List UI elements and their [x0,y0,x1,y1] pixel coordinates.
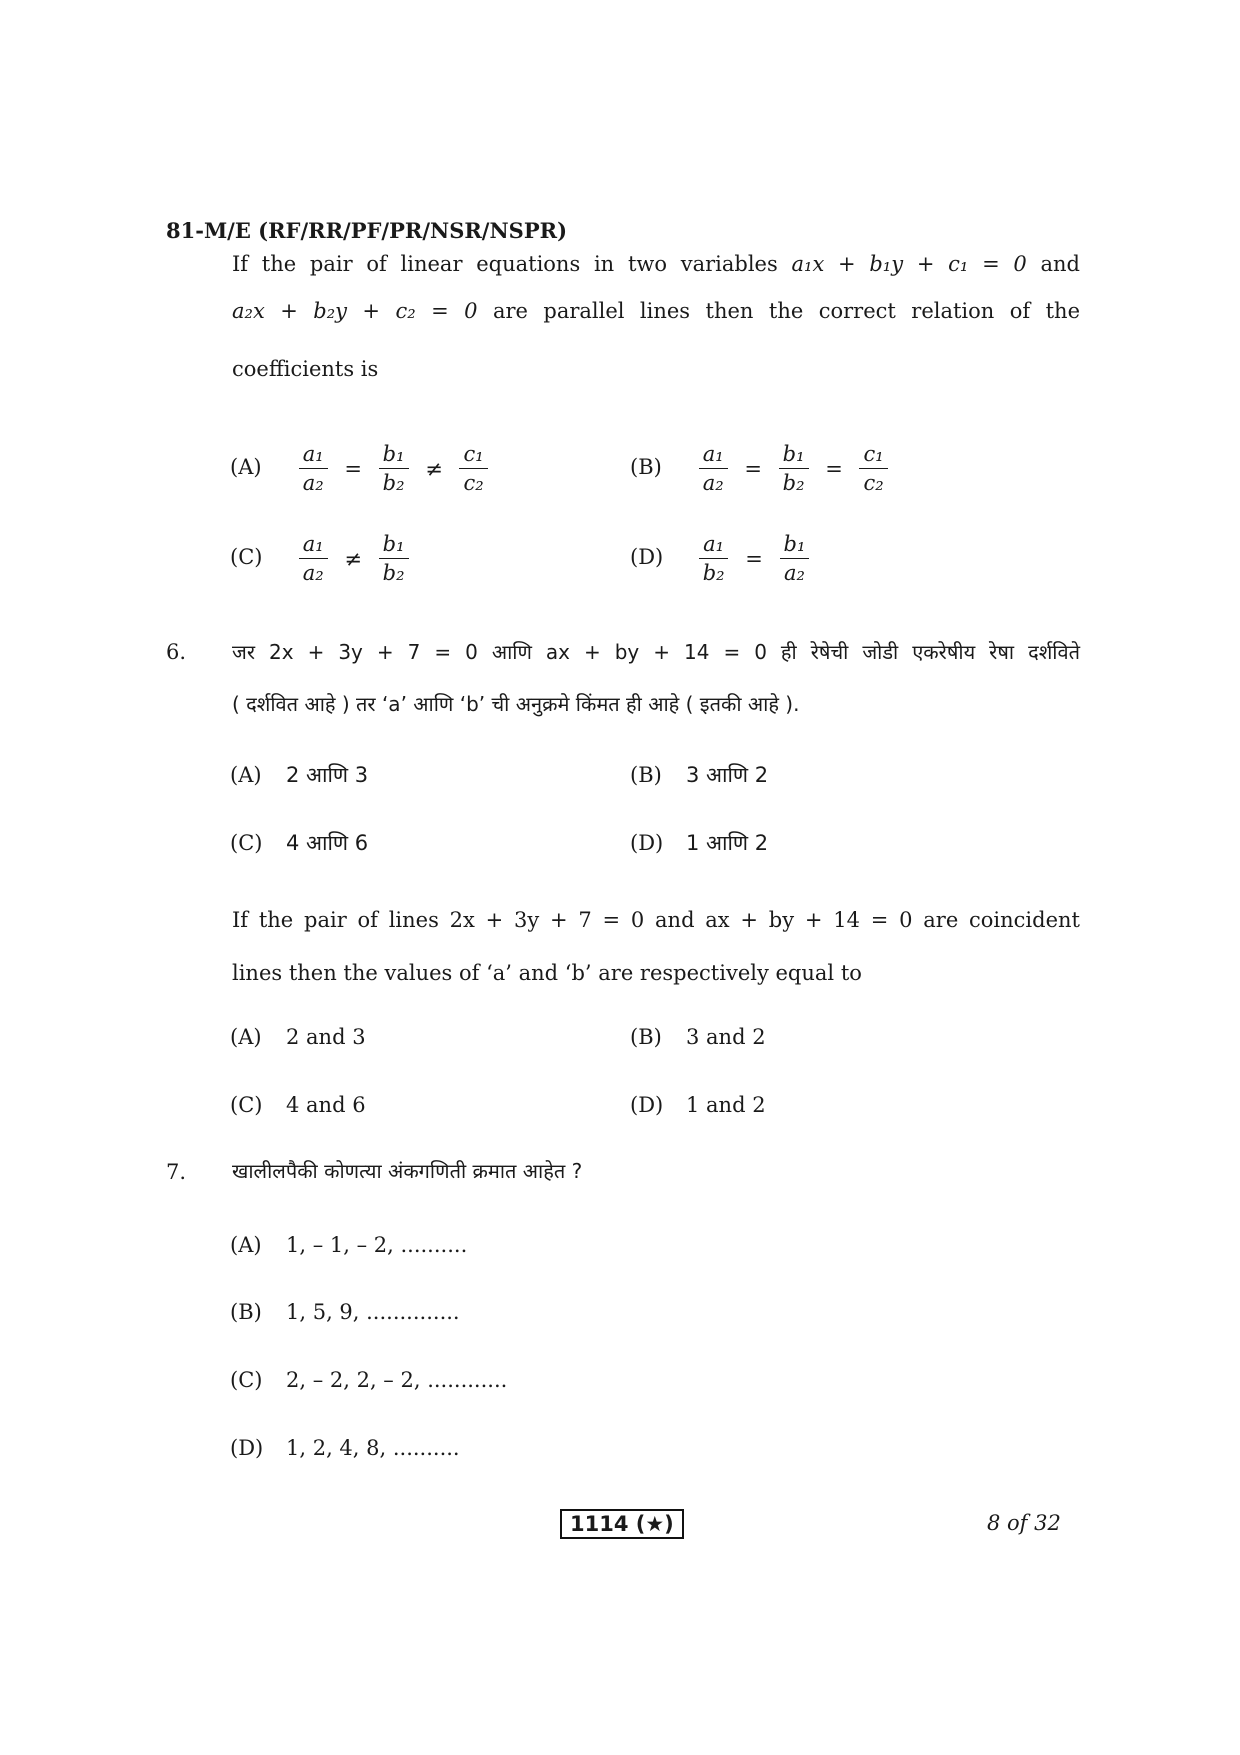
q6-en-line1: If the pair of lines 2x + 3y + 7 = 0 and ax + by + 14 = 0 are coincident [232,908,1080,932]
q7-option-c[interactable] [230,1368,507,1392]
q6-en-option-b[interactable] [630,1025,766,1049]
q5-option-a[interactable] [230,440,494,497]
denominator: b₂ [382,471,405,495]
paper-code-header: 81-M/E (RF/RR/PF/PR/NSR/NSPR) [166,218,568,243]
option-label: (C) [230,545,263,569]
q5-option-b[interactable] [630,440,894,497]
q5-and: and [1040,252,1081,276]
relation: ≠ [425,456,443,481]
option-label: (A) [230,455,262,479]
denominator: a₂ [784,561,805,585]
option-label: (D) [630,1093,664,1117]
option-text: 4 and 6 [286,1093,366,1117]
option-text: 2 आणि 3 [286,763,369,787]
relation: = [344,456,362,481]
option-label: (A) [230,763,262,787]
page-number: 8 of 32 [987,1511,1061,1535]
q6-mr-option-d[interactable] [630,829,768,857]
numerator: a₁ [299,440,328,469]
fraction [299,530,328,587]
fraction [459,440,487,497]
question-number-6: 6. [166,640,187,664]
numerator: b₁ [379,530,409,559]
denominator: a₂ [302,561,324,585]
option-text: 2 and 3 [286,1025,366,1049]
q6-mr-line2: ( दर्शवित आहे ) तर ‘a’ आणि ‘b’ ची अनुक्रमे किंमत ही आहे ( इतकी आहे ). [232,692,800,716]
option-text: 3 आणि 2 [686,763,769,787]
fraction [379,440,409,497]
option-text: 1, – 1, – 2, .......... [286,1233,468,1257]
numerator: c₁ [859,440,887,469]
booklet-code-box: 1114 (★) [560,1509,684,1539]
q7-option-a[interactable] [230,1233,467,1257]
option-label: (A) [230,1233,262,1257]
q5-en-text2: are parallel lines then the correct relation of the [492,299,1080,323]
option-text: 1, 2, 4, 8, .......... [286,1436,460,1460]
q7-option-d[interactable] [230,1436,460,1460]
denominator: b₂ [702,561,725,585]
option-label: (B) [630,455,662,479]
fraction [859,440,887,497]
q5-en-line1 [232,250,1080,278]
q6-mr-option-b[interactable] [630,761,768,789]
numerator: b₁ [779,440,809,469]
option-label: (D) [230,1436,264,1460]
q7-mr-text: खालीलपैकी कोणत्या अंकगणिती क्रमात आहेत ? [232,1159,583,1183]
numerator: a₁ [699,530,728,559]
option-text: 2, – 2, 2, – 2, ............ [286,1368,508,1392]
q6-en-option-c[interactable] [230,1093,366,1117]
question-number-7: 7. [166,1160,187,1184]
denominator: b₂ [782,471,805,495]
q6-en-option-d[interactable] [630,1093,766,1117]
q6-en-option-a[interactable] [230,1025,366,1049]
q5-option-c[interactable] [230,530,415,587]
option-label: (A) [230,1025,262,1049]
denominator: a₂ [302,471,324,495]
option-text: 3 and 2 [686,1025,766,1049]
option-text: 4 आणि 6 [286,831,369,855]
q5-eq1: a₁x + b₁y + c₁ = 0 [791,252,1027,276]
q5-option-d[interactable] [630,530,815,587]
denominator: a₂ [702,471,724,495]
option-label: (B) [630,763,662,787]
relation: = [825,456,843,481]
option-text: 1 and 2 [686,1093,766,1117]
option-label: (D) [630,831,664,855]
q5-eq2: a₂x + b₂y + c₂ = 0 [232,299,478,323]
q5-en-line2 [232,297,1080,325]
option-label: (C) [230,831,263,855]
numerator: b₁ [780,530,810,559]
q6-mr-option-c[interactable] [230,829,368,857]
fraction [699,530,729,587]
fraction [699,440,728,497]
fraction [779,440,809,497]
option-text: 1 आणि 2 [686,831,769,855]
numerator: b₁ [379,440,409,469]
fraction [299,440,328,497]
fraction [780,530,810,587]
numerator: c₁ [459,440,487,469]
denominator: c₂ [863,471,884,495]
option-label: (B) [630,1025,662,1049]
q5-en-text1: If the pair of linear equations in two variables [232,252,778,276]
relation: ≠ [344,546,362,571]
numerator: a₁ [299,530,328,559]
option-label: (B) [230,1300,262,1324]
option-label: (D) [630,545,664,569]
relation: = [744,456,762,481]
q6-mr-option-a[interactable] [230,761,368,789]
q7-option-b[interactable] [230,1300,460,1324]
q6-mr-line1: जर 2x + 3y + 7 = 0 आणि ax + by + 14 = 0 ही रेषेची जोडी एकरेषीय रेषा दर्शविते [232,640,1080,664]
fraction [379,530,409,587]
option-text: 1, 5, 9, .............. [286,1300,460,1324]
denominator: c₂ [463,471,484,495]
option-label: (C) [230,1093,263,1117]
numerator: a₁ [699,440,728,469]
option-label: (C) [230,1368,263,1392]
denominator: b₂ [382,561,405,585]
q6-en-line2: lines then the values of ‘a’ and ‘b’ are respectively equal to [232,961,862,985]
relation: = [745,546,763,571]
q5-en-line3: coefficients is [232,357,379,381]
